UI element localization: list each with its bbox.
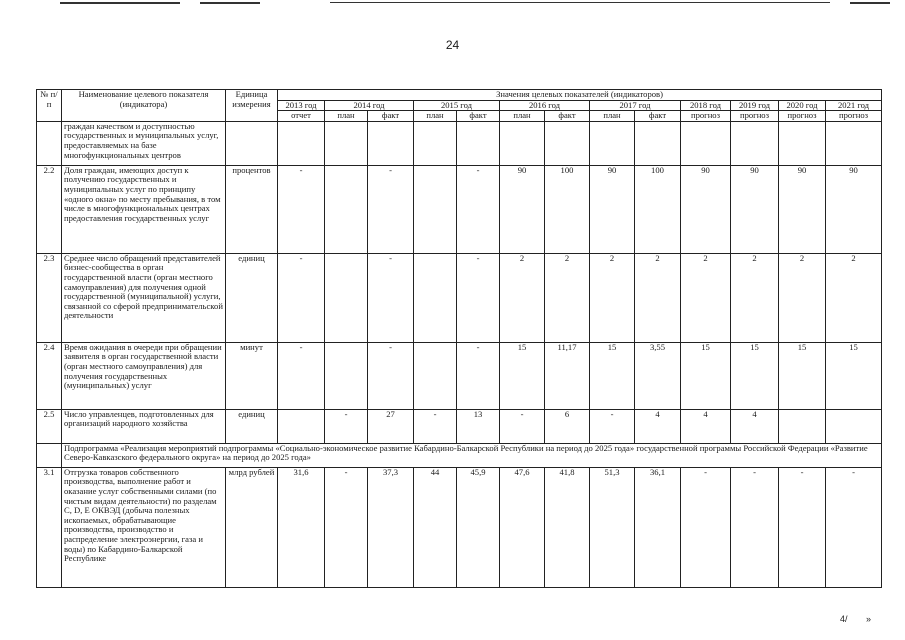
row-value: 90: [681, 165, 731, 253]
row-value: 2: [545, 253, 590, 342]
header-sub: факт: [545, 111, 590, 122]
row-value: 15: [826, 342, 882, 409]
row-num: 2.3: [37, 253, 62, 342]
header-sub: факт: [368, 111, 414, 122]
row-value: [590, 121, 635, 165]
row-value: 2: [590, 253, 635, 342]
header-year: 2018 год: [681, 100, 731, 111]
row-unit: млрд рублей: [226, 467, 278, 587]
header-sub: прогноз: [731, 111, 779, 122]
row-value: 100: [635, 165, 681, 253]
table-row: [37, 342, 882, 409]
row-value: 2: [779, 253, 826, 342]
footer-mark: »: [866, 614, 872, 624]
row-num: [37, 121, 62, 165]
row-name: Среднее число обращений представителей бизнес-сообщества в орган государственной власти (орган местного самоуправления) для получения одной государственной (муниципальной) услуги, связанной со сферой предпринимательской деятельности: [62, 253, 226, 342]
row-value: 90: [500, 165, 545, 253]
row-value: [414, 342, 457, 409]
table-row: [37, 253, 882, 342]
subprogram-row: [37, 443, 882, 467]
row-value: 45,9: [457, 467, 500, 587]
row-value: 2: [731, 253, 779, 342]
row-value: -: [278, 253, 325, 342]
row-value: 6: [545, 409, 590, 443]
row-value: [779, 409, 826, 443]
row-value: 2: [635, 253, 681, 342]
header-sub: план: [590, 111, 635, 122]
row-value: 27: [368, 409, 414, 443]
header-year: 2019 год: [731, 100, 779, 111]
row-value: 11,17: [545, 342, 590, 409]
row-value: 37,3: [368, 467, 414, 587]
row-value: [500, 121, 545, 165]
row-value: 47,6: [500, 467, 545, 587]
header-year: 2014 год: [325, 100, 414, 111]
row-value: [826, 121, 882, 165]
row-value: -: [325, 409, 368, 443]
header-num: № п/п: [37, 90, 62, 122]
row-name: Отгрузка товаров собственного производства, выполнение работ и оказание услуг собственными силами (по чистым видам деятельности) по разделам C, D, E ОКВЭД (добыча полезных ископаемых, обрабатывающие производства, производство и распределение электроэнергии, газа и воды) по Кабардино-Балкарской Республике: [62, 467, 226, 587]
row-value: 31,6: [278, 467, 325, 587]
header-year: 2021 год: [826, 100, 882, 111]
scan-top-rule: [850, 2, 890, 4]
row-value: -: [590, 409, 635, 443]
row-value: 15: [500, 342, 545, 409]
row-value: 15: [731, 342, 779, 409]
row-value: -: [368, 165, 414, 253]
row-value: [414, 165, 457, 253]
header-sub: прогноз: [779, 111, 826, 122]
row-value: [457, 121, 500, 165]
row-value: [325, 253, 368, 342]
header-year: 2020 год: [779, 100, 826, 111]
row-unit: [226, 121, 278, 165]
row-value: [731, 121, 779, 165]
subprogram-num: [37, 443, 62, 467]
row-value: -: [457, 342, 500, 409]
table-row: [37, 121, 882, 165]
row-value: [414, 121, 457, 165]
footer-mark: 4/: [840, 614, 848, 624]
row-unit: минут: [226, 342, 278, 409]
row-value: [779, 121, 826, 165]
row-value: 90: [590, 165, 635, 253]
row-unit: единиц: [226, 409, 278, 443]
row-num: 2.2: [37, 165, 62, 253]
header-unit: Единица измерения: [226, 90, 278, 122]
row-value: -: [731, 467, 779, 587]
row-value: 4: [635, 409, 681, 443]
row-value: [278, 121, 325, 165]
row-value: [635, 121, 681, 165]
row-value: 44: [414, 467, 457, 587]
row-name: граждан качеством и доступностью государственных и муниципальных услуг, предоставляемых на базе многофункциональных центров: [62, 121, 226, 165]
row-value: 90: [731, 165, 779, 253]
row-value: [545, 121, 590, 165]
row-value: [325, 121, 368, 165]
row-value: [826, 409, 882, 443]
indicators-table: [36, 89, 882, 588]
row-value: -: [278, 342, 325, 409]
row-value: -: [457, 253, 500, 342]
row-unit: единиц: [226, 253, 278, 342]
header-sub: план: [325, 111, 368, 122]
row-value: 2: [500, 253, 545, 342]
row-unit: процентов: [226, 165, 278, 253]
header-sub: факт: [457, 111, 500, 122]
row-value: 100: [545, 165, 590, 253]
row-value: -: [368, 253, 414, 342]
row-value: -: [457, 165, 500, 253]
header-year: 2015 год: [414, 100, 500, 111]
header-year: 2017 год: [590, 100, 681, 111]
subprogram-title: Подпрограмма «Реализация мероприятий подпрограммы «Социально-экономическое развитие Кабардино-Балкарской Республики на период до 2025 года» государственной программы Российской Федерации «Развитие Северо-Кавказского федерального округа» на период до 2025 года»: [62, 443, 882, 467]
header-sub: план: [500, 111, 545, 122]
row-value: -: [368, 342, 414, 409]
row-value: [681, 121, 731, 165]
row-value: 90: [826, 165, 882, 253]
row-value: -: [500, 409, 545, 443]
row-value: [368, 121, 414, 165]
row-value: 2: [681, 253, 731, 342]
row-value: -: [414, 409, 457, 443]
header-name: Наименование целевого показателя (индикатора): [62, 90, 226, 122]
header-values: Значения целевых показателей (индикаторов): [278, 90, 882, 101]
row-value: [278, 409, 325, 443]
row-value: 3,55: [635, 342, 681, 409]
row-value: -: [325, 467, 368, 587]
row-name: Доля граждан, имеющих доступ к получению государственных и муниципальных услуг по принципу «одного окна» по месту пребывания, в том числе в многофункциональных центрах предоставления государственных услуг: [62, 165, 226, 253]
header-sub: факт: [635, 111, 681, 122]
table-row: [37, 467, 882, 587]
header-sub: план: [414, 111, 457, 122]
page-number: 24: [445, 38, 460, 52]
header-year: 2013 год: [278, 100, 325, 111]
table-row: [37, 165, 882, 253]
row-value: 15: [779, 342, 826, 409]
row-num: 3.1: [37, 467, 62, 587]
row-value: 2: [826, 253, 882, 342]
header-year: 2016 год: [500, 100, 590, 111]
row-value: [325, 165, 368, 253]
row-name: Время ожидания в очереди при обращении заявителя в орган государственной власти (орган местного самоуправления) для получения государственных (муниципальных) услуг: [62, 342, 226, 409]
row-name: Число управленцев, подготовленных для организаций народного хозяйства: [62, 409, 226, 443]
row-value: 13: [457, 409, 500, 443]
scan-top-rule: [60, 2, 180, 4]
row-value: -: [681, 467, 731, 587]
row-value: -: [779, 467, 826, 587]
row-num: 2.5: [37, 409, 62, 443]
header-sub: прогноз: [826, 111, 882, 122]
row-value: -: [826, 467, 882, 587]
scan-top-rule: [200, 2, 260, 4]
row-value: 15: [681, 342, 731, 409]
scan-top-rule: [330, 2, 830, 3]
row-value: 36,1: [635, 467, 681, 587]
row-num: 2.4: [37, 342, 62, 409]
table-row: [37, 409, 882, 443]
row-value: 90: [779, 165, 826, 253]
row-value: 41,8: [545, 467, 590, 587]
row-value: [325, 342, 368, 409]
header-sub: прогноз: [681, 111, 731, 122]
row-value: 51,3: [590, 467, 635, 587]
row-value: 4: [731, 409, 779, 443]
row-value: 15: [590, 342, 635, 409]
header-sub: отчет: [278, 111, 325, 122]
row-value: 4: [681, 409, 731, 443]
row-value: [414, 253, 457, 342]
row-value: -: [278, 165, 325, 253]
